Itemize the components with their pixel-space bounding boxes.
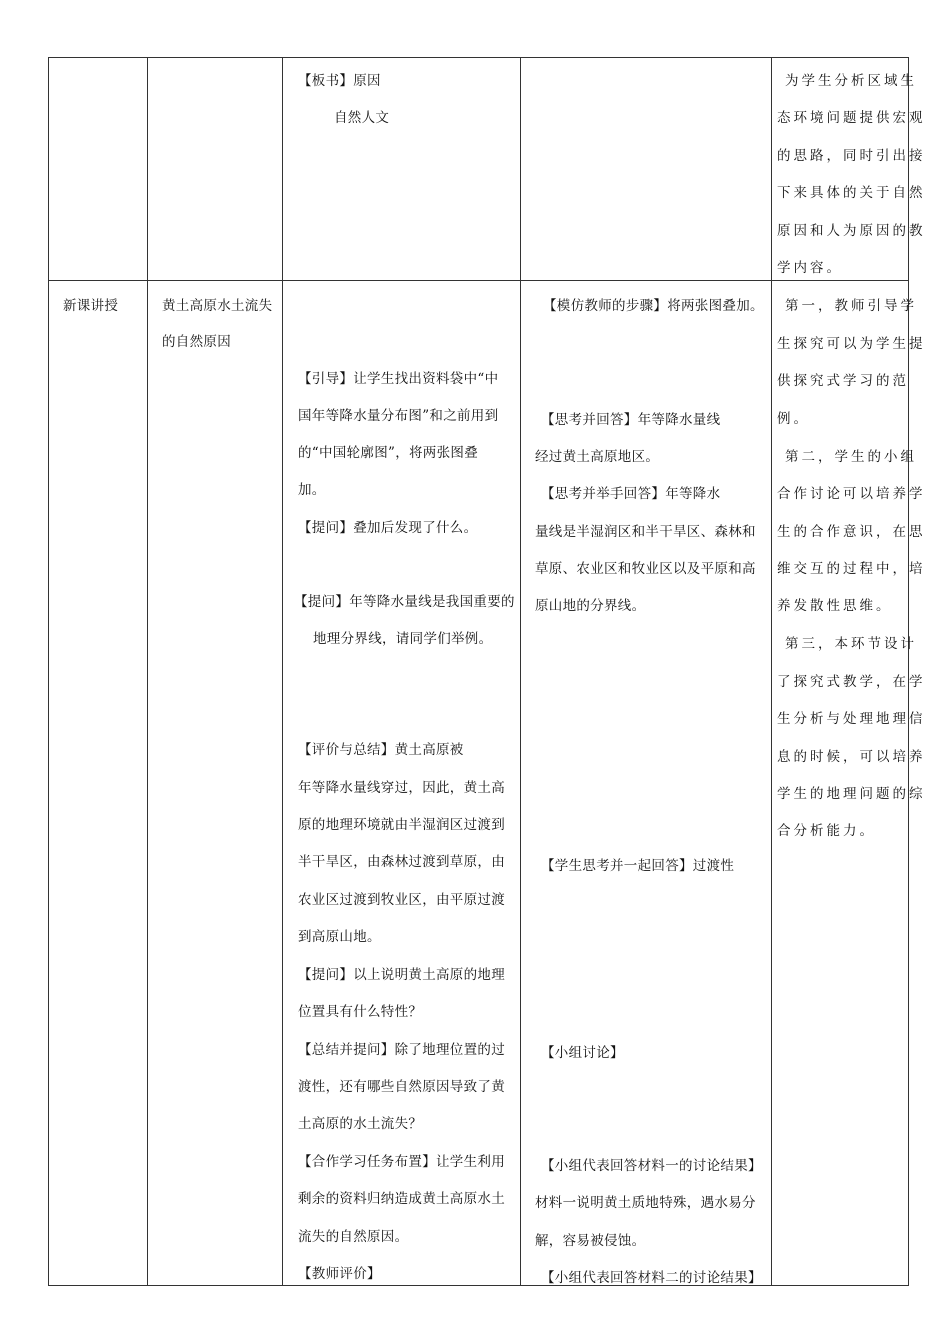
design-intent-line: 例。 (777, 411, 810, 427)
design-intent-line: 合分析能力。 (777, 823, 876, 839)
design-intent-line: 的思路，同时引出接 (777, 148, 926, 164)
design-intent-line: 养发散性思维。 (777, 598, 893, 614)
teacher-activity-line: 加。 (298, 482, 326, 498)
row-divider (48, 280, 909, 281)
teacher-activity-line: 【提问】年等降水量线是我国重要的 (294, 594, 515, 610)
design-intent-line: 下来具体的关于自然 (777, 185, 926, 201)
teacher-activity-line: 【教师评价】 (298, 1266, 381, 1282)
teacher-activity-line: 渡性，还有哪些自然原因导致了黄 (298, 1079, 505, 1095)
teacher-activity-line: 【引导】让学生找出资料袋中“中 (298, 371, 499, 387)
teacher-activity-line: 剩余的资料归纳造成黄土高原水土 (298, 1191, 505, 1207)
student-activity-line: 【小组代表回答材料二的讨论结果】 (541, 1270, 762, 1286)
teacher-activity-line: 半干旱区，由森林过渡到草原，由 (298, 854, 505, 870)
column-divider-3 (520, 57, 521, 1286)
topic-line: 黄土高原水土流失 (162, 298, 273, 314)
teacher-activity-line: 地理分界线，请同学们举例。 (313, 631, 493, 647)
teacher-activity-line: 【提问】以上说明黄土高原的地理 (298, 967, 505, 983)
student-activity-line: 【小组讨论】 (541, 1045, 624, 1061)
student-activity-line: 【思考并举手回答】年等降水 (541, 486, 721, 502)
column-divider-1 (147, 57, 148, 1286)
teacher-activity-line: 【总结并提问】除了地理位置的过 (298, 1042, 505, 1058)
design-intent-line: 维交互的过程中，培 (777, 561, 926, 577)
design-intent-line: 第二，学生的小组 (785, 449, 917, 465)
teacher-activity-line: 原的地理环境就由半湿润区过渡到 (298, 817, 505, 833)
design-intent-line: 生探究可以为学生提 (777, 336, 926, 352)
design-intent-line: 态环境问题提供宏观 (777, 110, 926, 126)
table-left-border (48, 57, 49, 1286)
topic-line: 的自然原因 (162, 334, 231, 350)
design-intent-line: 息的时候，可以培养 (777, 749, 926, 765)
student-activity-line: 草原、农业区和牧业区以及平原和高 (535, 561, 756, 577)
design-intent-line: 学内容。 (777, 260, 843, 276)
teacher-activity-line: 国年等降水量分布图”和之前用到 (298, 408, 499, 424)
table-bottom-border (48, 1285, 909, 1286)
design-intent-line: 供探究式学习的范 (777, 373, 909, 389)
design-intent-line: 第三，本环节设计 (785, 636, 917, 652)
design-intent-line: 生分析与处理地理信 (777, 711, 926, 727)
board-writing-content: 自然人文 (334, 110, 390, 126)
student-activity-line: 【模仿教师的步骤】将两张图叠加。 (543, 298, 764, 314)
teacher-activity-line: 农业区过渡到牧业区，由平原过渡 (298, 892, 505, 908)
student-activity-line: 【学生思考并一起回答】过渡性 (541, 858, 735, 874)
table-right-border (908, 57, 909, 1286)
column-divider-4 (771, 57, 772, 1286)
student-activity-line: 量线是半湿润区和半干旱区、森林和 (535, 524, 756, 540)
column-divider-2 (282, 57, 283, 1286)
student-activity-line: 原山地的分界线。 (535, 598, 646, 614)
stage-label: 新课讲授 (63, 298, 119, 314)
teacher-activity-line: 的“中国轮廓图”，将两张图叠 (298, 445, 479, 461)
design-intent-line: 合作讨论可以培养学 (777, 486, 926, 502)
teacher-activity-line: 流失的自然原因。 (298, 1229, 409, 1245)
design-intent-line: 第一，教师引导学 (785, 298, 917, 314)
teacher-activity-line: 土高原的水土流失？ (298, 1116, 423, 1132)
design-intent-line: 为学生分析区域生 (785, 73, 917, 89)
teacher-activity-line: 【合作学习任务布置】让学生利用 (298, 1154, 505, 1170)
table-top-border (48, 57, 909, 58)
teacher-activity-line: 到高原山地。 (298, 929, 381, 945)
teacher-activity-line: 年等降水量线穿过，因此，黄土高 (298, 780, 505, 796)
student-activity-line: 解，容易被侵蚀。 (535, 1233, 646, 1249)
design-intent-line: 生的合作意识，在思 (777, 524, 926, 540)
student-activity-line: 经过黄土高原地区。 (535, 449, 660, 465)
student-activity-line: 材料一说明黄土质地特殊，遇水易分 (535, 1195, 756, 1211)
teacher-activity-line: 【评价与总结】黄土高原被 (298, 742, 464, 758)
student-activity-line: 【思考并回答】年等降水量线 (541, 412, 721, 428)
design-intent-line: 学生的地理问题的综 (777, 786, 926, 802)
board-writing-label: 【板书】原因 (298, 73, 381, 89)
design-intent-line: 原因和人为原因的教 (777, 223, 926, 239)
teacher-activity-line: 位置具有什么特性？ (298, 1004, 423, 1020)
student-activity-line: 【小组代表回答材料一的讨论结果】 (541, 1158, 762, 1174)
design-intent-line: 了探究式教学，在学 (777, 674, 926, 690)
teacher-activity-line: 【提问】叠加后发现了什么。 (298, 520, 478, 536)
